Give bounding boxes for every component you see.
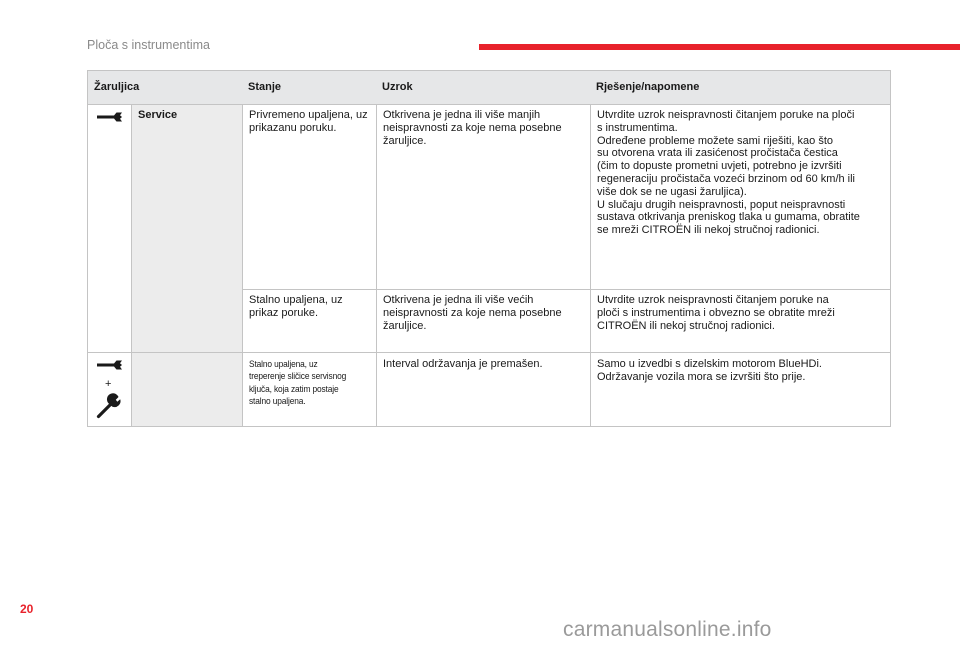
row-3-state	[249, 358, 373, 407]
wrench-icon	[96, 393, 126, 419]
row-2-solution	[597, 294, 889, 332]
solution-line: su otvorena vrata ili zasićenost pročistača čestica	[597, 147, 838, 160]
plus-sign: +	[105, 378, 112, 390]
solution-line: sustava otkrivanja preniskog tlaka u gumama, obratite	[597, 211, 860, 224]
solution-line: Određene probleme možete sami riješiti, kao što	[597, 134, 833, 147]
row-1-state: Privremeno upaljena, uz prikazanu poruku.	[249, 109, 368, 134]
page-number: 20	[20, 602, 34, 616]
row-3-solution	[597, 358, 889, 384]
solution-line: Utvrdite uzrok neispravnosti čitanjem poruke na	[597, 294, 829, 306]
solution-line: CITROËN ili nekoj stručnoj radionici.	[597, 319, 775, 332]
lamp-name: Service	[138, 109, 178, 121]
column-header-state: Stanje	[248, 81, 282, 93]
row-2-cause: Otkrivena je jedna ili više većih neispravnosti za koje nema posebne žaruljice.	[383, 294, 562, 332]
state-line: stalno upaljena.	[249, 395, 306, 406]
solution-line: s instrumentima.	[597, 121, 678, 134]
solution-line: Utvrdite uzrok neispravnosti čitanjem poruke na ploči	[597, 109, 855, 121]
row-divider	[242, 289, 890, 290]
column-header-solution: Rješenje/napomene	[596, 81, 700, 93]
solution-line: više dok se ne ugasi žaruljica).	[597, 185, 747, 198]
watermark: carmanualsonline.info	[563, 618, 772, 641]
solution-line: ploči s instrumentima i obvezno se obratite mreži	[597, 306, 835, 319]
state-line: ključa, koja zatim postaje	[249, 383, 339, 394]
wrench-icon	[96, 111, 126, 123]
grid-line	[242, 105, 243, 426]
row-1-solution	[597, 109, 889, 237]
solution-line: Održavanje vozila mora se izvršiti što prije.	[597, 370, 806, 383]
grid-line	[590, 105, 591, 426]
column-header-lamp: Žaruljica	[94, 81, 140, 93]
section-title: Ploča s instrumentima	[87, 38, 210, 52]
solution-line: (čim to dopuste prometni uvjeti, potrebno je izvršiti	[597, 160, 842, 173]
solution-line: se mreži CITROËN ili nekoj stručnoj radionici.	[597, 224, 820, 237]
row-1-cause: Otkrivena je jedna ili više manjih neispravnosti za koje nema posebne žaruljice.	[383, 109, 562, 147]
grid-line	[376, 105, 377, 426]
state-line: treperenje sličice servisnog	[249, 371, 347, 382]
wrench-icon	[96, 359, 126, 371]
state-line: Stalno upaljena, uz	[249, 359, 318, 369]
table-header	[88, 71, 890, 105]
lamp-name-column	[131, 105, 242, 426]
header-accent-bar	[479, 44, 960, 50]
solution-line: regeneraciju pročistača vozeći brzinom od 60 km/h ili	[597, 172, 856, 185]
row-divider	[88, 352, 890, 353]
column-header-cause: Uzrok	[382, 81, 413, 93]
warning-lamp-table	[87, 70, 891, 427]
row-2-state: Stalno upaljena, uz prikaz poruke.	[249, 294, 343, 319]
solution-line: U slučaju drugih neispravnosti, poput neispravnosti	[597, 198, 846, 211]
solution-line: Samo u izvedbi s dizelskim motorom BlueHDi.	[597, 358, 822, 370]
row-3-cause: Interval održavanja je premašen.	[383, 358, 543, 370]
grid-line	[131, 105, 132, 426]
